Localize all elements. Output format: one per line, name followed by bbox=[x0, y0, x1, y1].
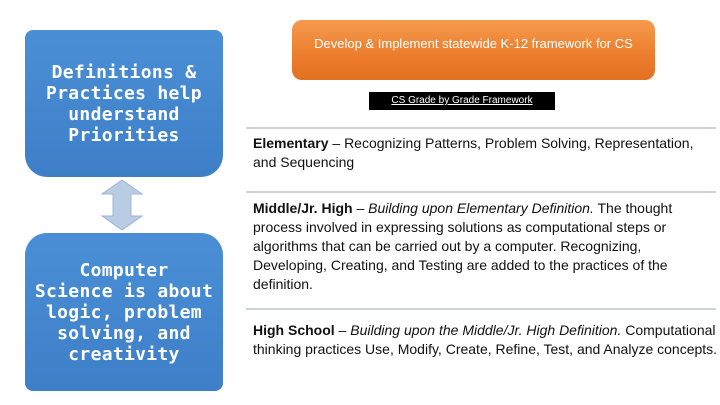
definitions-practices-box: Definitions & Practices help understand Priorities bbox=[25, 30, 223, 177]
elementary-text: Recognizing Patterns, Problem Solving, Representation, and Sequencing bbox=[253, 135, 694, 170]
elementary-paragraph bbox=[253, 134, 718, 172]
high-italic: Building upon the Middle/Jr. High Definition. bbox=[350, 322, 622, 338]
middle-italic: Building upon Elementary Definition. bbox=[368, 200, 594, 216]
divider bbox=[246, 127, 716, 129]
middle-dash: – bbox=[352, 200, 369, 216]
divider bbox=[246, 191, 716, 193]
high-school-paragraph bbox=[253, 321, 718, 359]
middle-heading: Middle/Jr. High bbox=[253, 200, 353, 216]
double-arrow-icon bbox=[100, 180, 144, 230]
middle-text: The thought process involved in expressing solutions as computational steps or algorithms that can be carried out by a computer. Recognizing, Developing, Creating, and Testing are added to the practices of the definition. bbox=[253, 200, 673, 292]
high-dash: – bbox=[334, 322, 351, 338]
high-heading: High School bbox=[253, 322, 335, 338]
elementary-heading: Elementary bbox=[253, 135, 329, 151]
high-text: Computational thinking practices Use, Modify, Create, Refine, Test, and Analyze concepts. bbox=[253, 322, 718, 357]
framework-label: CS Grade by Grade Framework bbox=[369, 92, 555, 110]
divider bbox=[246, 308, 716, 310]
computer-science-box: Computer Science is about logic, problem solving, and creativity bbox=[25, 233, 223, 391]
elementary-dash: – bbox=[328, 135, 345, 151]
framework-goal-box: Develop & Implement statewide K-12 framework for CS bbox=[292, 20, 655, 80]
middle-school-paragraph bbox=[253, 199, 718, 294]
